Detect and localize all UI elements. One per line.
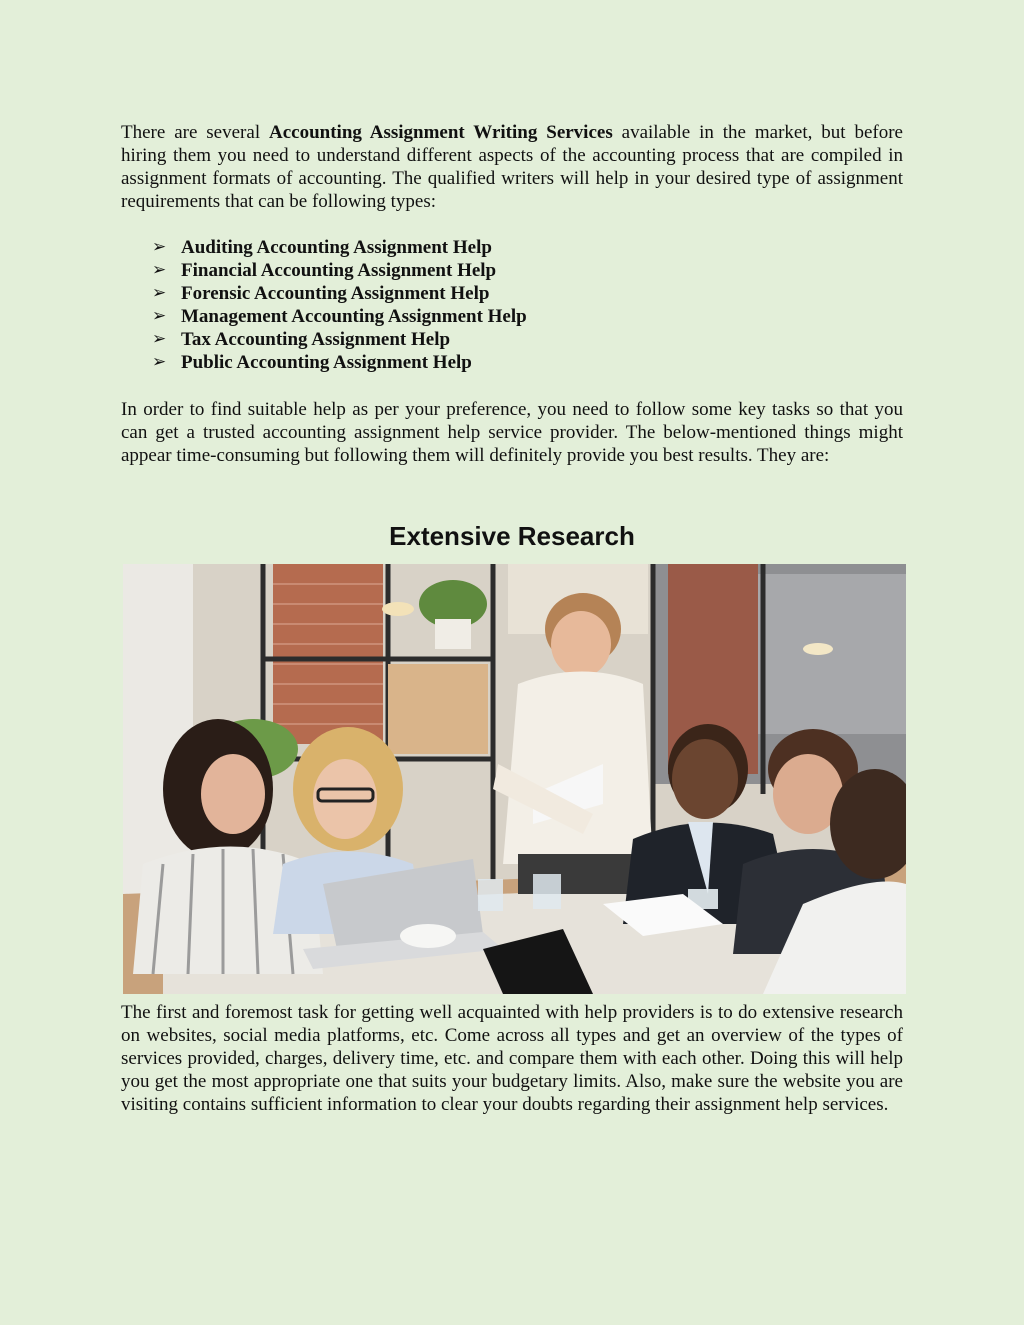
arrow-bullet-icon: ➢ [152, 260, 167, 280]
intro-paragraph [121, 121, 903, 213]
list-item-label: Tax Accounting Assignment Help [181, 329, 451, 350]
section-body-paragraph: The first and foremost task for getting well acquainted with help providers is to do extensive research on websites, social media platforms, etc. Come across all types and get an overview of the types of services provided, charges, delivery time, etc. and compare them with each other. Doing this will help you get the most appropriate one that suits your budgetary limits. Also, make sure the website you are visiting contains sufficient information to clear your doubts regarding their assignment help services. [121, 1002, 903, 1115]
meeting-illustration [123, 564, 906, 994]
arrow-bullet-icon: ➢ [152, 329, 167, 349]
intro-text-before: There are several [121, 122, 269, 143]
arrow-bullet-icon: ➢ [152, 237, 167, 257]
list-item-label: Forensic Accounting Assignment Help [181, 283, 490, 304]
list-item [152, 351, 527, 374]
arrow-bullet-icon: ➢ [152, 306, 167, 326]
section-heading: Extensive Research [389, 521, 635, 551]
list-item [152, 305, 527, 328]
list-item-label: Financial Accounting Assignment Help [181, 260, 497, 281]
list-item [152, 236, 527, 259]
list-item-label: Auditing Accounting Assignment Help [181, 237, 492, 258]
intro-text-after: available in the market, but before hiring them you need to understand different aspects of the accounting process that are compiled in assignment formats of accounting. The qualified writers will help in your desired type of assignment requirements that can be following types: [121, 122, 903, 212]
arrow-bullet-icon: ➢ [152, 352, 167, 372]
list-item [152, 259, 527, 282]
list-item-label: Public Accounting Assignment Help [181, 352, 472, 373]
assignment-types-list [152, 236, 527, 374]
tasks-intro-paragraph: In order to find suitable help as per your preference, you need to follow some key tasks so that you can get a trusted accounting assignment help service provider. The below-mentioned things might appear time-consuming but following them will definitely provide you best results. They are: [121, 399, 903, 466]
list-item [152, 282, 527, 305]
intro-bold-phrase: Accounting Assignment Writing Services [269, 122, 613, 143]
list-item [152, 328, 527, 351]
office-meeting-photo [123, 564, 906, 994]
list-item-label: Management Accounting Assignment Help [181, 306, 527, 327]
arrow-bullet-icon: ➢ [152, 283, 167, 303]
